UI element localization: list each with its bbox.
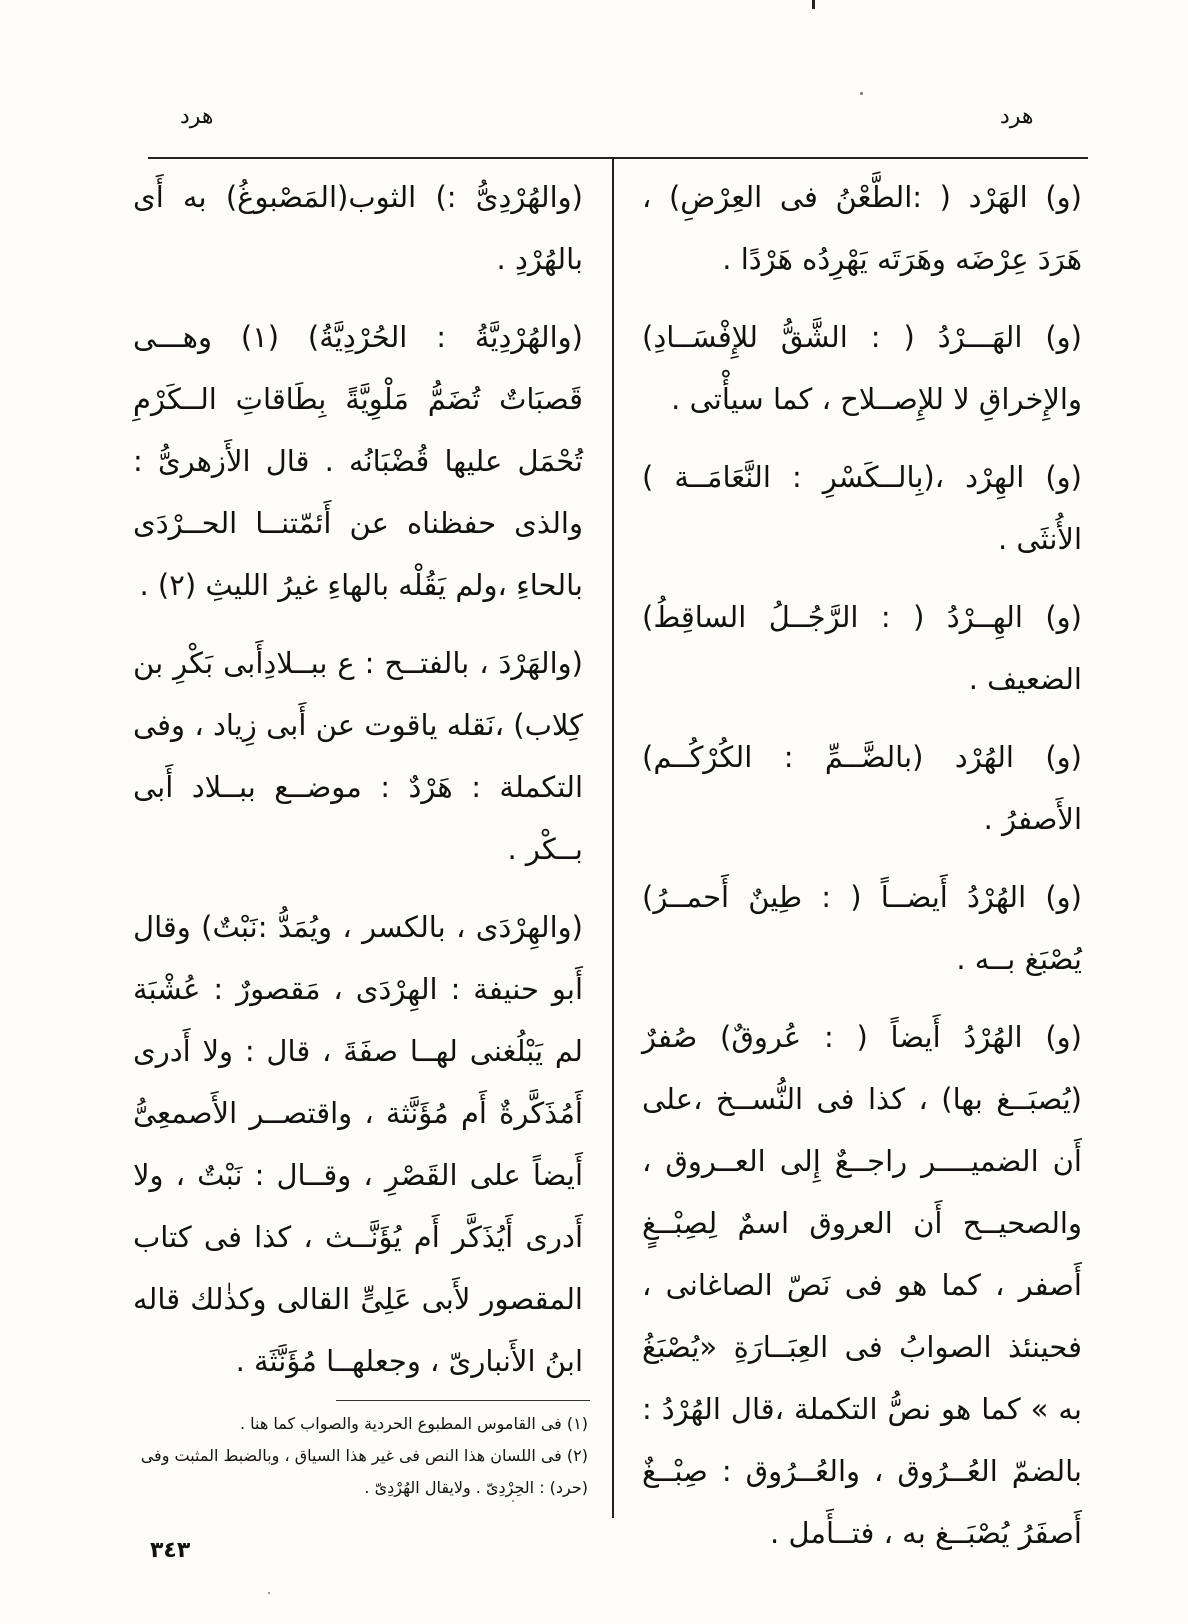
footnote: (١) فى القاموس المطبوع الحردية والصواب كما هنا . [239, 1414, 588, 1433]
footnote: (٢) فى اللسان هذا النص فى غير هذا السياق ، وبالضبط المثبت وفى (حرد) : الحِرْدِىّ . ولايقال الهُرْدِىّ . [140, 1446, 588, 1497]
entry: (و) الهُرْدُ أَيضاً ( : عُروقٌ) صُفرٌ (يُصبَــغ بها) ، كذا فى النُّســخ ،على أَن الضميــــر راجــعٌ إِلى العــروق ، والصحيــح أَن العروق اسمٌ لِصِبْــغٍ أَصفر ، كما هو فى نَصّ الصاغانى ، فحينئذ الصوابُ فى العِبَــارَةِ «يُصْبَغُ به » كما هو نصُّ التكملة ،قال الهُرْدُ : بالضمّ العُــرُوق ، والعُــرُوق : صِبْــغٌ أَصفَرُ يُصْبَــغ به ، فتــأَمل . [642, 1020, 1082, 1550]
right-column [642, 166, 1082, 1580]
entry: (و) الهِرْد ،(بِالــكَسْرِ : النَّعَامَــة ) الأُنثَى . [642, 460, 1082, 556]
running-header-left: هرد [180, 104, 214, 129]
scan-speck [268, 1592, 270, 1594]
left-column [133, 166, 583, 1408]
entry: (والهُرْدِىُّ :) الثوب(المَصْبوغُ) به أَى بالهُرْدِ . [133, 180, 583, 276]
entry: (والهِرْدَى ، بالكسر ، ويُمَدُّ :نَبْتٌ) وقال أَبو حنيفة : الهِرْدَى ، مَقصورٌ : عُشْبَة لم يَبْلُغنى لهــا صفَةَ ، قال : ولا أَدرى أَمُذَكَّرةٌ أَم مُؤَنَّثة ، واقتصــر الأَصمعِىُّ أَيضاً على القَصْرِ ، وقــال : نَبْتٌ ، ولا أَدرى أَيُذَكَّر أَم يُؤَنَّــث ، كذا فى كتاب المقصور لأَبى عَلِىٍّ القالى وكذٰلك قاله ابنُ الأَنبارىّ ، وجعلهــا مُؤَنَّثَة . [133, 910, 583, 1378]
footnotes [138, 1408, 588, 1504]
entry: (والهُرْدِيَّةُ : الحُرْدِيَّةُ) (١) وهـــى قَصبَاتٌ تُضَمُّ مَلْوِيَّةً بِطَاقاتِ الــكَرْمِ تُحْمَل عليها قُضْبَانُه . قال الأَزهرىُّ : والذى حفظناه عن أَئمّتنــا الحــرْدَى بالحاءِ ،ولم يَقُلْه بالهاءِ غيرُ الليثِ (٢) . [133, 320, 583, 602]
column-divider [612, 158, 614, 1518]
scan-speck [860, 92, 863, 95]
entry: (و) الهَـــرْدُ ( : الشَّقُّ للإِفْسَــادِ) والإِخراقِ لا للإِصــلاح ، كما سيأْتى . [642, 320, 1082, 416]
scan-mark [812, 0, 815, 9]
entry: (و) الهُرْدُ أَيضــاً ( : طِينٌ أَحمــرُ) يُصْبَغ بــه . [642, 880, 1082, 976]
entry: (و) الهِــرْدُ ( : الرَّجُــلُ الساقِطُ) الضعيف . [642, 600, 1082, 696]
entry: (والهَرْدَ ، بالفتــح : ع ببــلادِأَبى بَكْرِ بن كِلاب) ،نَقله ياقوت عن أَبى زِياد ، وفى التكملة : هَرْدٌ : موضــع ببــلاد أَبى بــكْر . [133, 646, 583, 866]
page-number: ٣٤٣ [150, 1538, 191, 1563]
footnote-rule [336, 1400, 590, 1401]
header-rule [148, 157, 1088, 159]
scan-speck [512, 1500, 514, 1502]
entry: (و) الهُرْد (بالضَّــمِّ : الكُرْكُــم) الأَصفرُ . [642, 740, 1082, 836]
entry: (و) الهَرْد ( :الطَّعْنُ فى العِرْضِ) ، هَرَدَ عِرْضَه وهَرَتَه يَهْرِدُه هَرْدًا . [642, 180, 1082, 276]
running-header-right: هرد [1000, 104, 1034, 129]
